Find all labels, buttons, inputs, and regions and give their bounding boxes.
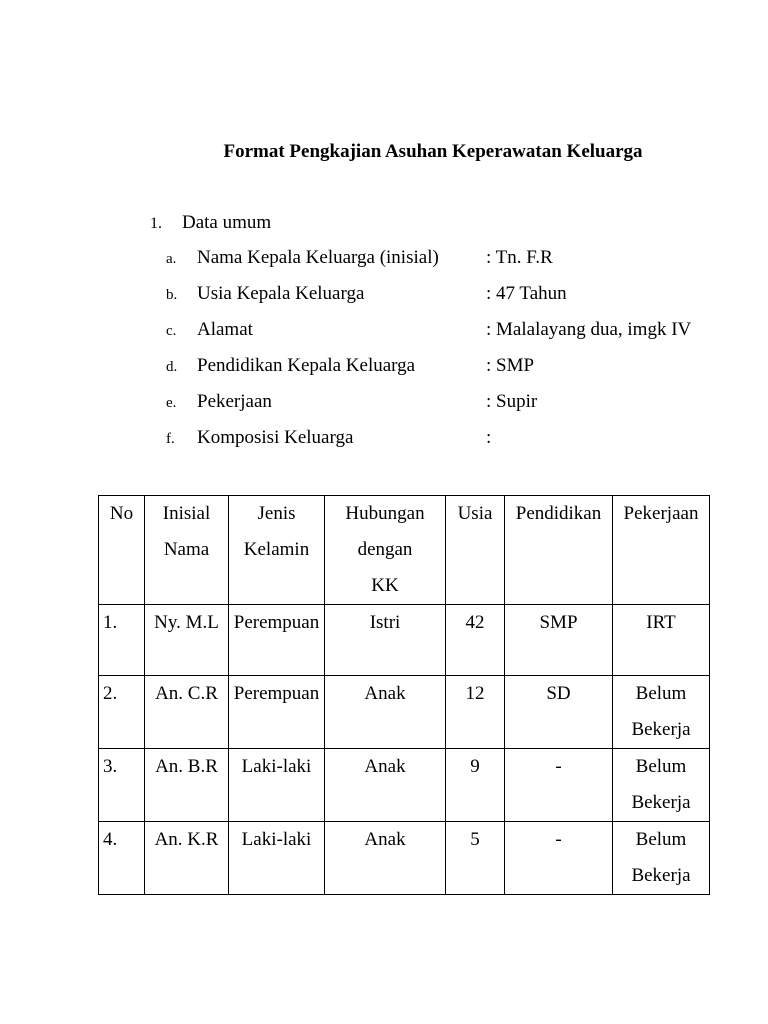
header-initial-name: Inisial Nama <box>145 496 229 605</box>
cell-sex: Laki-laki <box>229 822 325 895</box>
field-row <box>166 424 766 460</box>
field-letter: f. <box>166 431 175 447</box>
field-label: Usia Kepala Keluarga <box>197 283 365 304</box>
document-title: Format Pengkajian Asuhan Keperawatan Keluarga <box>223 141 643 162</box>
cell-education: - <box>505 749 613 822</box>
cell-education: SD <box>505 676 613 749</box>
header-age: Usia <box>446 496 505 605</box>
cell-no: 3. <box>99 749 145 822</box>
cell-no: 4. <box>99 822 145 895</box>
field-label: Komposisi Keluarga <box>197 427 354 448</box>
table-header-row <box>99 496 710 605</box>
cell-sex: Perempuan <box>229 676 325 749</box>
field-letter: a. <box>166 251 177 267</box>
table-row <box>99 749 710 822</box>
field-value: : 47 Tahun <box>486 283 567 304</box>
field-value: : Supir <box>486 391 538 412</box>
family-composition-table <box>98 495 710 895</box>
cell-name: An. K.R <box>145 822 229 895</box>
table-row <box>99 676 710 749</box>
cell-age: 9 <box>446 749 505 822</box>
cell-name: Ny. M.L <box>145 605 229 676</box>
cell-sex: Laki-laki <box>229 749 325 822</box>
field-value: : Tn. F.R <box>486 247 553 268</box>
field-row <box>166 352 766 388</box>
general-data-fields <box>166 244 766 460</box>
field-label: Nama Kepala Keluarga (inisial) <box>197 247 439 268</box>
cell-relation: Anak <box>325 676 446 749</box>
table-row <box>99 822 710 895</box>
field-label: Pendidikan Kepala Keluarga <box>197 355 416 376</box>
cell-age: 5 <box>446 822 505 895</box>
cell-no: 2. <box>99 676 145 749</box>
field-letter: b. <box>166 287 178 303</box>
cell-sex: Perempuan <box>229 605 325 676</box>
section-heading <box>150 210 271 237</box>
section-heading-text: Data umum <box>182 212 272 233</box>
cell-age: 42 <box>446 605 505 676</box>
field-value: : SMP <box>486 355 535 376</box>
cell-name: An. B.R <box>145 749 229 822</box>
cell-job: IRT <box>613 605 710 676</box>
cell-job: Belum Bekerja <box>613 676 710 749</box>
cell-age: 12 <box>446 676 505 749</box>
field-row <box>166 244 766 280</box>
cell-job: Belum Bekerja <box>613 822 710 895</box>
field-label: Pekerjaan <box>197 391 272 412</box>
field-row <box>166 316 766 352</box>
field-letter: d. <box>166 359 178 375</box>
header-education: Pendidikan <box>505 496 613 605</box>
table-row <box>99 605 710 676</box>
section-number: 1. <box>150 215 162 232</box>
field-row <box>166 388 766 424</box>
cell-relation: Anak <box>325 822 446 895</box>
field-value: : Malalayang dua, imgk IV <box>486 319 692 340</box>
header-no: No <box>99 496 145 605</box>
field-letter: c. <box>166 323 177 339</box>
header-sex: Jenis Kelamin <box>229 496 325 605</box>
cell-no: 1. <box>99 605 145 676</box>
field-letter: e. <box>166 395 177 411</box>
cell-education: - <box>505 822 613 895</box>
cell-relation: Anak <box>325 749 446 822</box>
cell-job: Belum Bekerja <box>613 749 710 822</box>
cell-education: SMP <box>505 605 613 676</box>
field-value: : <box>486 427 492 448</box>
header-relation: Hubungan dengan KK <box>325 496 446 605</box>
cell-relation: Istri <box>325 605 446 676</box>
field-label: Alamat <box>197 319 253 340</box>
cell-name: An. C.R <box>145 676 229 749</box>
header-job: Pekerjaan <box>613 496 710 605</box>
field-row <box>166 280 766 316</box>
